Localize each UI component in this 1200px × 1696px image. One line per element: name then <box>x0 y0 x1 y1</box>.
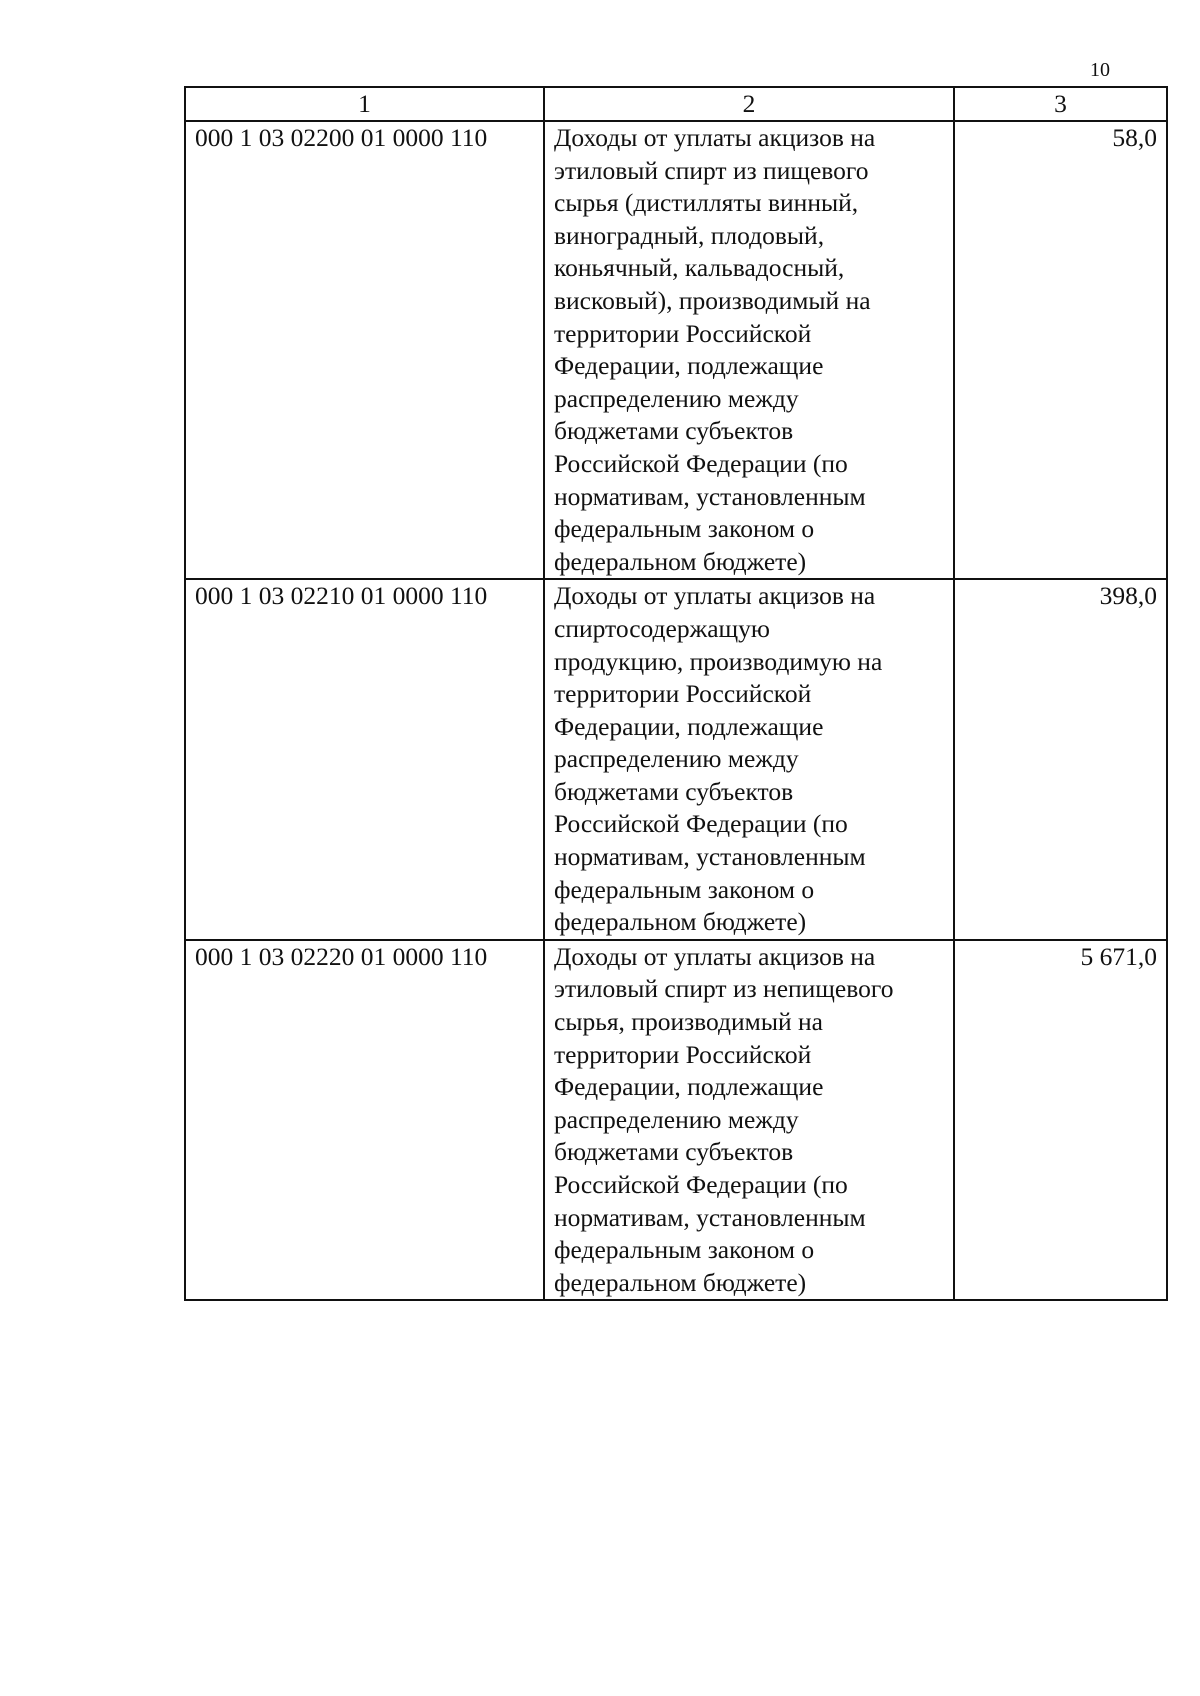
revenue-table <box>184 86 1168 1301</box>
column-header-2: 2 <box>544 87 954 121</box>
page-number: 10 <box>1090 59 1110 81</box>
column-header-3: 3 <box>954 87 1167 121</box>
description-cell: Доходы от уплаты акцизов на спиртосодержащую продукцию, производимую на территории Российской Федерации, подлежащие распределению между бюджетами субъектов Российской Федерации (по нормативам, установленным федеральным законом о федеральном бюджете) <box>544 579 954 940</box>
table-row <box>185 121 1167 579</box>
description-cell: Доходы от уплаты акцизов на этиловый спирт из непищевого сырья, производимый на территории Российской Федерации, подлежащие распределению между бюджетами субъектов Российской Федерации (по нормативам, установленным федеральным законом о федеральном бюджете) <box>544 940 954 1301</box>
amount-cell: 5 671,0 <box>954 940 1167 1301</box>
description-cell: Доходы от уплаты акцизов на этиловый спирт из пищевого сырья (дистилляты винный, виноградный, плодовый, коньячный, кальвадосный, висковый), производимый на территории Российской Федерации, подлежащие распределению между бюджетами субъектов Российской Федерации (по нормативам, установленным федеральным законом о федеральном бюджете) <box>544 121 954 579</box>
table-row <box>185 579 1167 940</box>
amount-cell: 398,0 <box>954 579 1167 940</box>
budget-code-cell: 000 1 03 02210 01 0000 110 <box>185 579 544 940</box>
budget-code-cell: 000 1 03 02220 01 0000 110 <box>185 940 544 1301</box>
amount-cell: 58,0 <box>954 121 1167 579</box>
table-header-row <box>185 87 1167 121</box>
budget-code-cell: 000 1 03 02200 01 0000 110 <box>185 121 544 579</box>
table-row <box>185 940 1167 1301</box>
column-header-1: 1 <box>185 87 544 121</box>
